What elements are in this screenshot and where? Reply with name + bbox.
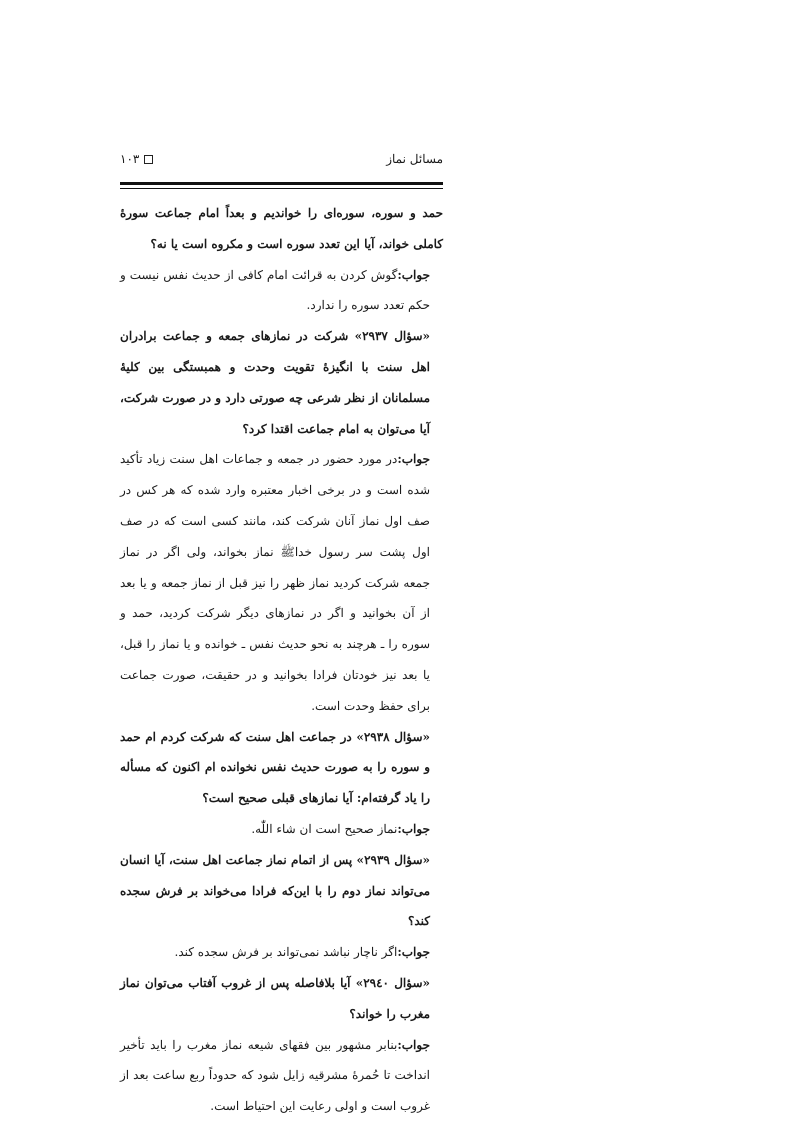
header-rule-thin — [120, 188, 443, 189]
question-2937: «سؤال ٢٩٣٧» شرکت در نمازهای جمعه و جماعت برادران اهل سنت با انگیزۀ تقویت وحدت و همبستگی بین کلیۀ مسلمانان از نظر شرعی چه صورتی دارد و در صورت شرکت، آیا می‌توان به امام جماعت اقتدا کرد؟ — [120, 329, 431, 436]
question-2940: «سؤال ٢٩٤٠» آیا بلافاصله پس از غروب آفتاب می‌توان نماز مغرب را خواند؟ — [120, 975, 431, 1021]
answer-paragraph: جواب:گوش کردن به قرائت امام کافی از حدیث نفس نیست و حکم تعدد سوره را ندارد. — [120, 267, 430, 313]
question-2938: «سؤال ٢٩٣٨» در جماعت اهل سنت که شرکت کردم ‌ام حمد و سوره را به صورت حدیث نفس نخوانده ‌ام اکنون که مسأله را یاد گرفته‌ام: آیا نمازهای قبلی صحیح است؟ — [120, 729, 431, 806]
page-number-group — [120, 152, 153, 166]
square-bullet-icon — [144, 155, 153, 164]
answer-paragraph: جواب:در مورد حضور در جمعه و جماعات اهل سنت زیاد تأکید شده است و در برخی اخبار معتبره وارد شده که هر کس در صف اول نماز آنان شرکت کند، مانند کسی است که در صف اول پشت سر رسول خداﷺ نماز بخواند، ولی اگر در نماز جمعه شرکت کردید نماز ظهر را نیز قبل از نماز جمعه و یا بعد از آن بخوانید و اگر در نمازهای دیگر شرکت کردید، حمد و سوره را ـ هرچند به نحو حدیث نفس ـ خوانده و یا نماز را قبل، یا بعد نیز خودتان فرادا بخوانید و در حقیقت، صورت جماعت برای حفظ وحدت است. — [120, 452, 431, 713]
question-continued: حمد و سوره، سوره‌ای را خواندیم و بعداً امام جماعت سورۀ کاملی خواند، آیا این تعدد سوره است و مکروه است یا نه؟ — [120, 206, 443, 251]
answer-paragraph: جواب:اگر ناچار نباشد نمی‌تواند بر فرش سجده کند. — [174, 945, 430, 960]
answer-paragraph: جواب:بنابر مشهور بین فقهای شیعه نماز مغرب را باید تأخیر انداخت تا حُمرۀ مشرقیه زایل شود که حدوداً ربع ساعت بعد از غروب است و اولی رعایت این احتیاط است. — [120, 1037, 430, 1114]
answer-paragraph: جواب:نماز صحیح است ان شاء اللّٰه. — [251, 821, 430, 836]
header-rule-thick — [120, 182, 443, 185]
running-header — [120, 148, 443, 170]
page-number: ١٠٣ — [120, 152, 140, 166]
running-title: مسائل نماز — [386, 152, 443, 166]
question-2939: «سؤال ٢٩٣٩» پس از اتمام نماز جماعت اهل سنت، آیا انسان می‌تواند نماز دوم را با این‌که فرادا می‌خواند بر فرش سجده کند؟ — [120, 852, 430, 929]
page-body — [120, 198, 443, 1114]
